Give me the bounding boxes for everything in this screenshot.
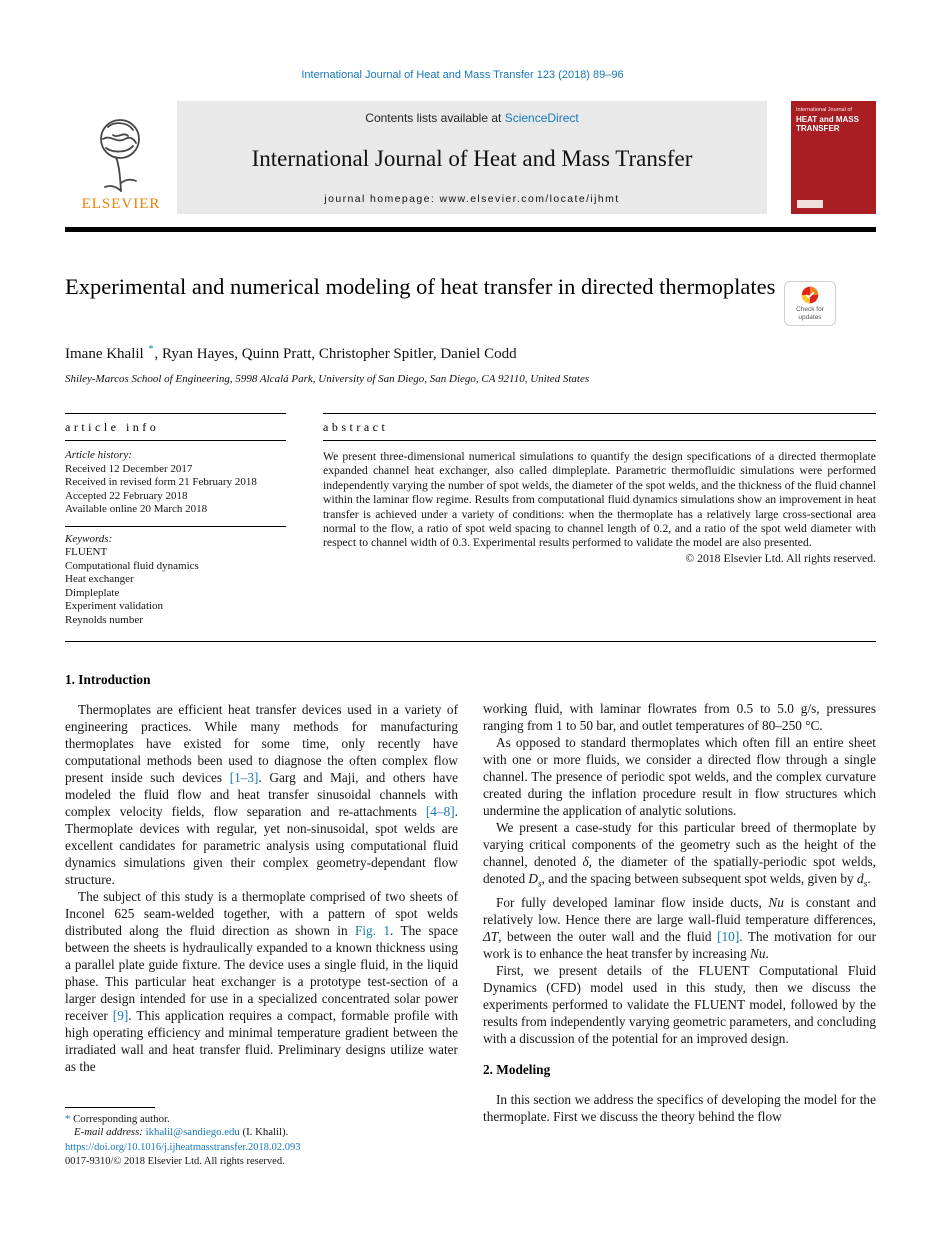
section-heading-introduction: 1. Introduction xyxy=(65,672,151,687)
inline-reference-link[interactable]: Fig. 1 xyxy=(354,923,391,938)
running-head-citation[interactable]: International Journal of Heat and Mass Transfer 123 (2018) 89–96 xyxy=(301,69,624,81)
email-line xyxy=(74,1126,458,1139)
math-variable: D xyxy=(528,871,539,886)
paragraph xyxy=(483,700,876,734)
keyword: Experiment validation xyxy=(65,600,164,612)
paragraph xyxy=(483,734,876,819)
masthead-center xyxy=(177,101,767,214)
footnote-block xyxy=(65,1107,458,1139)
cover-title-line-1: HEAT and MASS xyxy=(796,115,859,124)
history-entry: Available online 20 March 2018 xyxy=(65,503,208,515)
text-run: For fully developed laminar flow inside ducts, xyxy=(496,894,769,910)
math-variable: δ xyxy=(582,854,589,869)
text-run: is constant and relatively low. Hence there are large wall-fluid temperature differences, xyxy=(483,894,876,927)
email-label: E-mail address: xyxy=(74,1126,143,1138)
elsevier-wordmark: ELSEVIER xyxy=(81,196,161,212)
footnote-marker: * xyxy=(65,1113,71,1125)
journal-homepage-link[interactable]: journal homepage: www.elsevier.com/locate/ijhmt xyxy=(324,193,620,205)
text-run: . Garg and Maji, and others have modeled the fluid flow and heat transfer sinusoidal channels with complex velocity fields, flow separation and re-attachments xyxy=(65,770,459,819)
article-info-column xyxy=(65,413,286,627)
keyword: Heat exchanger xyxy=(65,573,134,585)
inline-reference-link[interactable]: [1–3] xyxy=(229,770,259,785)
inline-reference-link[interactable]: [9] xyxy=(112,1008,129,1023)
text-run: . xyxy=(765,945,769,961)
paragraph xyxy=(65,701,458,888)
paragraph xyxy=(65,888,458,1075)
article-info-heading: article info xyxy=(65,420,160,434)
text-run: . Thermoplate devices with regular, yet non-sinusoidal, spot welds are excellent candidates for parametric analysis using computational fluid dynamics simulations given their complex geometry-dependant flow structure. xyxy=(65,804,458,887)
masthead-divider xyxy=(65,227,876,232)
author-name-first: Imane Khalil xyxy=(65,346,144,362)
keyword: Dimpleplate xyxy=(65,586,120,599)
contents-prefix: Contents lists available at xyxy=(365,111,505,125)
text-run: . The space between the sheets is hydraulically expanded to a known thickness using a parallel plate guide fixture. The device uses a single fluid, in the liquid phase. This particular heat exchanger is a prototype test-section of a larger design intended for use in a specialized concentrated solar power receiver xyxy=(65,923,458,1023)
text-run: . The motivation for our work is to enhance the heat transfer by increasing xyxy=(483,928,876,961)
math-variable: d xyxy=(857,871,864,886)
cover-title-line-2: TRANSFER xyxy=(796,124,840,133)
paragraph xyxy=(483,819,876,894)
sciencedirect-link[interactable]: ScienceDirect xyxy=(504,111,579,125)
crossmark-icon xyxy=(801,286,819,304)
math-variable: Nu xyxy=(768,894,784,910)
text-run: , and the spacing between subsequent spot welds, given by xyxy=(541,871,858,886)
email-suffix: (I. Khalil). xyxy=(242,1126,289,1138)
text-run: . xyxy=(867,871,871,886)
math-variable: Nu xyxy=(749,945,766,961)
text-run: We present a case-study for this particular breed of thermoplate by varying critical components of the geometry such as the height of the channel, denoted xyxy=(483,820,876,869)
footnote-text: Corresponding author. xyxy=(73,1113,170,1125)
inline-reference-link[interactable]: [4–8] xyxy=(425,804,455,819)
math-subscript: s xyxy=(863,879,868,890)
abstract-text: We present three-dimensional numerical simulations to quantify the design specifications of a directed thermoplate expanded channel heat exchanger, also called dimpleplate. Parametric thermofluidic simulations were performed independently varying the number of spot welds, the diameter of the spot welds, and the thickness of the fluid channel within the laminar flow regime. Results from computational fluid dynamics simulations show an improvement in heat transfer is achieved under a variety of conditions: when the thermoplate has a relatively large cross-sectional area normal to the flow, a ratio of spot weld spacing to channel length of 0.2, and a ratio of the spot weld diameter with respect to channel width of 0.3. Experimental results performed to validate the model are also presented. xyxy=(323,450,876,550)
elsevier-logo xyxy=(65,101,177,214)
cover-barcode xyxy=(797,200,823,208)
text-run: In this section we address the specifics of developing the model for the thermoplate. First we discuss the theory behind the flow xyxy=(483,1091,876,1124)
badge-label-line-1: Check for xyxy=(796,306,824,313)
paragraph xyxy=(483,1091,876,1125)
history-entry: Received in revised form 21 February 2018 xyxy=(65,476,257,488)
contents-line xyxy=(185,111,759,125)
email-link[interactable]: ikhalil@sandiego.edu xyxy=(145,1126,240,1138)
journal-cover-thumbnail[interactable] xyxy=(791,101,876,214)
text-run: , the diameter of the spatially-periodic spot welds, denoted xyxy=(483,854,876,886)
math-variable: ΔT xyxy=(483,928,499,944)
math-subscript: s xyxy=(538,879,542,890)
cover-series-line: International Journal of xyxy=(796,107,852,113)
rule xyxy=(65,526,286,527)
paragraph xyxy=(483,962,876,1047)
article-history-label: Article history: xyxy=(65,449,132,461)
history-entry: Accepted 22 February 2018 xyxy=(65,489,188,502)
journal-masthead xyxy=(65,101,876,214)
text-run: First, we present details of the FLUENT Computational Fluid Dynamics (CFD) model used in this study, then we discuss the experiments performed to validate the FLUENT model, followed by the results from independently varying geometric parameters, and concluding with a discussion of the potential for an improved design. xyxy=(483,962,876,1046)
badge-label-line-2: updates xyxy=(798,313,822,321)
keyword: Computational fluid dynamics xyxy=(65,559,199,572)
author-list xyxy=(65,344,805,363)
text-run: working fluid, with laminar flowrates from 0.5 to 5.0 g/s, pressures ranging from 1 to 50 bar, and outlet temperatures of 80–250 °C. xyxy=(483,701,876,733)
journal-title: International Journal of Heat and Mass Transfer xyxy=(251,146,693,171)
badge-label xyxy=(796,306,824,321)
history-entry: Received 12 December 2017 xyxy=(65,462,193,475)
article-title: Experimental and numerical modeling of heat transfer in directed thermoplates xyxy=(65,274,776,299)
text-run: As opposed to standard thermoplates which often fill an entire sheet with one or more fluids, we consider a directed flow through a single channel. The presence of periodic spot welds, and the complex curvature created during the inflation procedure result in flow structures which undermine the application of analytic solutions. xyxy=(483,735,876,818)
abstract-column xyxy=(323,413,876,566)
abstract-copyright: © 2018 Elsevier Ltd. All rights reserved. xyxy=(685,551,876,565)
text-run: , between the outer wall and the fluid xyxy=(498,928,718,944)
author-names-rest: , Ryan Hayes, Quinn Pratt, Christopher Spitler, Daniel Codd xyxy=(154,346,517,362)
corresponding-author-marker[interactable]: * xyxy=(148,344,154,355)
abstract-heading: abstract xyxy=(323,420,389,434)
keyword: FLUENT xyxy=(65,546,108,558)
keyword: Reynolds number xyxy=(65,613,143,626)
publisher-footer xyxy=(65,1141,465,1168)
text-run: . This application requires a compact, formable profile with high operating efficiency and minimal temperature gradient between the irradiated wall and heat transfer fluid. Preliminary designs utilize water as the xyxy=(65,1008,458,1074)
keywords-label: Keywords: xyxy=(65,532,113,545)
rights-line: 0017-9310/© 2018 Elsevier Ltd. All rights reserved. xyxy=(65,1156,285,1167)
elsevier-tree-icon xyxy=(86,113,156,195)
rule xyxy=(65,440,286,441)
body-column-right xyxy=(483,672,876,1125)
check-for-updates-badge[interactable] xyxy=(784,281,836,326)
affiliation: Shiley-Marcos School of Engineering, 5998 Alcalá Park, University of San Diego, San Diego, CA 92110, United States xyxy=(65,373,590,385)
text-run: Thermoplates are efficient heat transfer devices used in a variety of engineering practices. While many methods for manufacturing thermoplates have existed for some time, only recently have computational methods been used to diagnose the often complex flow present inside such devices xyxy=(65,702,458,785)
paragraph xyxy=(483,894,876,962)
inline-reference-link[interactable]: [10] xyxy=(717,928,740,944)
body-column-left xyxy=(65,672,458,1075)
footnote-rule xyxy=(65,1107,155,1108)
rule xyxy=(323,440,876,441)
doi-link[interactable]: https://doi.org/10.1016/j.ijheatmasstransfer.2018.02.093 xyxy=(65,1142,301,1153)
text-run: The subject of this study is a thermoplate comprised of two sheets of Inconel 625 seam-welded together, with a pattern of spot welds distributed along the fluid direction as shown in xyxy=(65,889,458,938)
block-bottom-rule xyxy=(65,641,876,642)
section-heading-modeling: 2. Modeling xyxy=(483,1061,551,1077)
corresponding-author-note xyxy=(65,1113,458,1126)
article-info-abstract-block xyxy=(65,413,876,642)
